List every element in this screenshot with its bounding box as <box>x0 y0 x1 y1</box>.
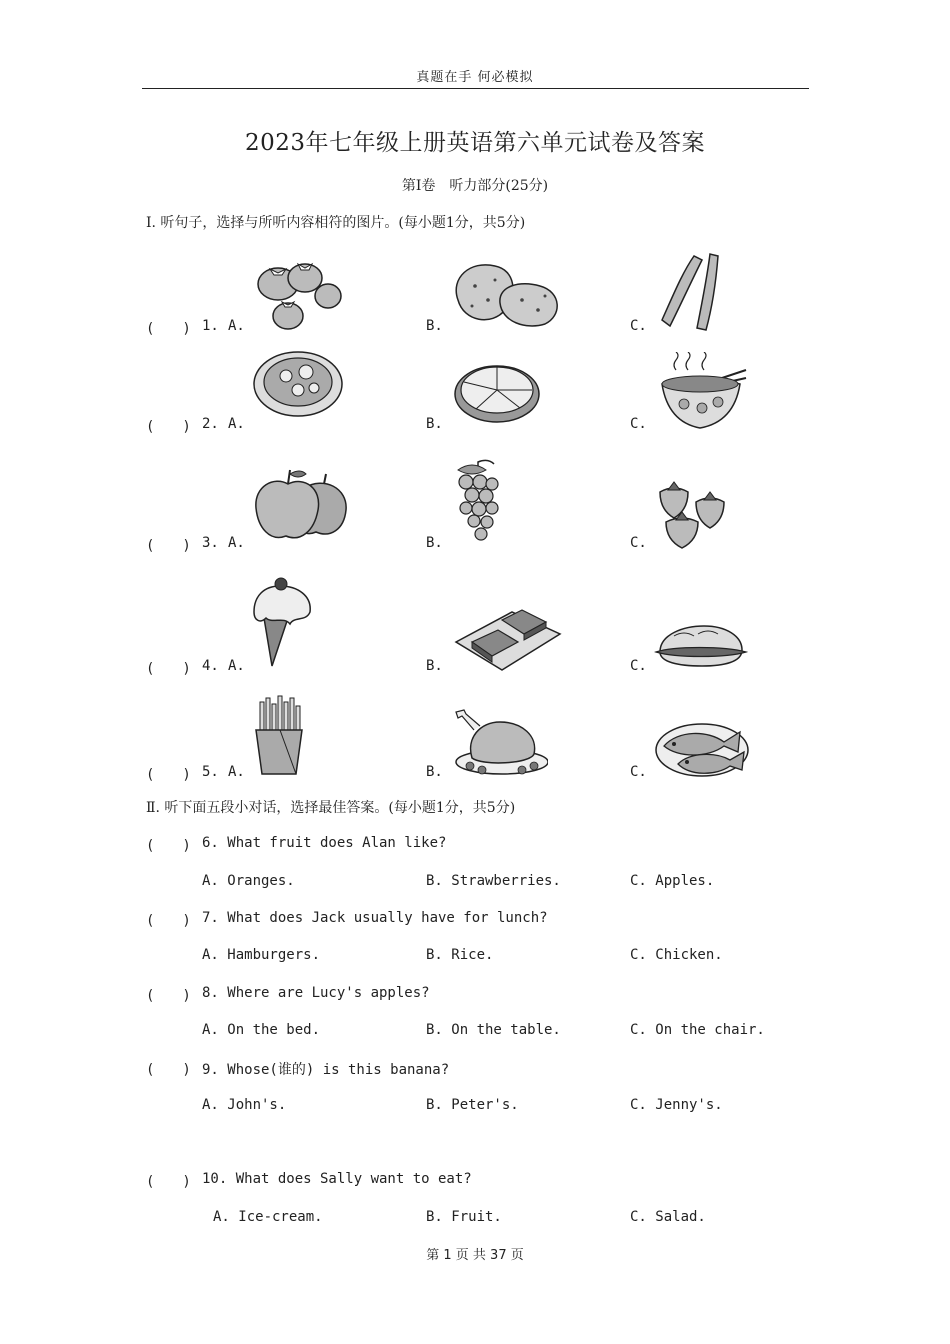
option-a-label: A. <box>228 764 245 780</box>
answer-paren[interactable]: ( ) <box>146 321 191 337</box>
answer-paren[interactable]: ( ) <box>146 838 191 854</box>
option-c-label: C. <box>630 416 647 432</box>
option-a-label: A. <box>228 318 245 334</box>
noodle-bowl-icon <box>654 352 750 432</box>
hot-dog-icon <box>654 622 748 670</box>
part-label: 第Ⅰ卷 听力部分(25分) <box>401 178 549 194</box>
option-b-label: B. <box>426 416 443 432</box>
option-b-label: B. <box>426 318 443 334</box>
option-a-label: A. <box>228 658 245 674</box>
answer-paren[interactable]: ( ) <box>146 767 191 783</box>
question-number: 3. <box>202 535 219 551</box>
question-number: 5. <box>202 764 219 780</box>
answer-paren[interactable]: ( ) <box>146 1174 191 1190</box>
salad-bowl-icon <box>250 348 346 424</box>
option-b: B. On the table. <box>426 1022 561 1038</box>
option-c: C. Chicken. <box>630 947 723 963</box>
roast-chicken-icon <box>452 700 548 776</box>
option-b: B. Fruit. <box>426 1209 502 1225</box>
option-c: C. Salad. <box>630 1209 706 1225</box>
option-c-label: C. <box>630 764 647 780</box>
option-b-label: B. <box>426 658 443 674</box>
answer-paren[interactable]: ( ) <box>146 419 191 435</box>
option-c: C. Apples. <box>630 873 715 889</box>
potatoes-icon <box>450 258 565 330</box>
answer-paren[interactable]: ( ) <box>146 661 191 677</box>
answer-paren[interactable]: ( ) <box>146 538 191 554</box>
answer-paren[interactable]: ( ) <box>146 913 191 929</box>
option-c-label: C. <box>630 658 647 674</box>
option-c: C. On the chair. <box>630 1022 765 1038</box>
question-number: 2. <box>202 416 219 432</box>
sandwiches-icon <box>452 604 562 676</box>
option-b: B. Rice. <box>426 947 494 963</box>
option-b: B. Strawberries. <box>426 873 561 889</box>
option-b-label: B. <box>426 535 443 551</box>
pizza-icon <box>452 358 542 424</box>
option-c: C. Jenny's. <box>630 1097 723 1113</box>
option-a: A. On the bed. <box>202 1022 321 1038</box>
option-a: A. John's. <box>202 1097 287 1113</box>
page-header-slogan: 真题在手 何必模拟 <box>416 70 534 85</box>
header-divider <box>142 88 809 89</box>
fish-plate-icon <box>654 712 750 780</box>
question-text: 8. Where are Lucy's apples? <box>202 985 430 1001</box>
tomatoes-icon <box>250 252 350 334</box>
option-b: B. Peter's. <box>426 1097 519 1113</box>
strawberries-icon <box>654 478 732 550</box>
question-number: 4. <box>202 658 219 674</box>
option-c-label: C. <box>630 535 647 551</box>
question-text: 9. Whose(谁的) is this banana? <box>202 1062 450 1078</box>
question-text: 6. What fruit does Alan like? <box>202 835 447 851</box>
option-a: A. Hamburgers. <box>202 947 321 963</box>
question-number: 1. <box>202 318 219 334</box>
page-title: 2023年七年级上册英语第六单元试卷及答案 <box>244 130 706 156</box>
ice-cream-icon <box>250 576 316 668</box>
option-a: A. Ice-cream. <box>213 1209 323 1225</box>
page-number: 第 1 页 共 37 页 <box>426 1248 524 1263</box>
question-text: 7. What does Jack usually have for lunch? <box>202 910 548 926</box>
option-a: A. Oranges. <box>202 873 295 889</box>
question-text: 10. What does Sally want to eat? <box>202 1171 472 1187</box>
section-2-heading: Ⅱ. 听下面五段小对话，选择最佳答案。(每小题1分，共5分) <box>146 800 516 816</box>
answer-paren[interactable]: ( ) <box>146 1062 191 1078</box>
french-fries-icon <box>252 694 306 776</box>
answer-paren[interactable]: ( ) <box>146 988 191 1004</box>
apples-icon <box>252 466 352 542</box>
sausages-icon <box>652 248 722 334</box>
grapes-icon <box>452 458 504 546</box>
section-1-heading: Ⅰ. 听句子，选择与所听内容相符的图片。(每小题1分，共5分) <box>146 215 526 231</box>
option-a-label: A. <box>228 416 245 432</box>
option-b-label: B. <box>426 764 443 780</box>
option-c-label: C. <box>630 318 647 334</box>
option-a-label: A. <box>228 535 245 551</box>
